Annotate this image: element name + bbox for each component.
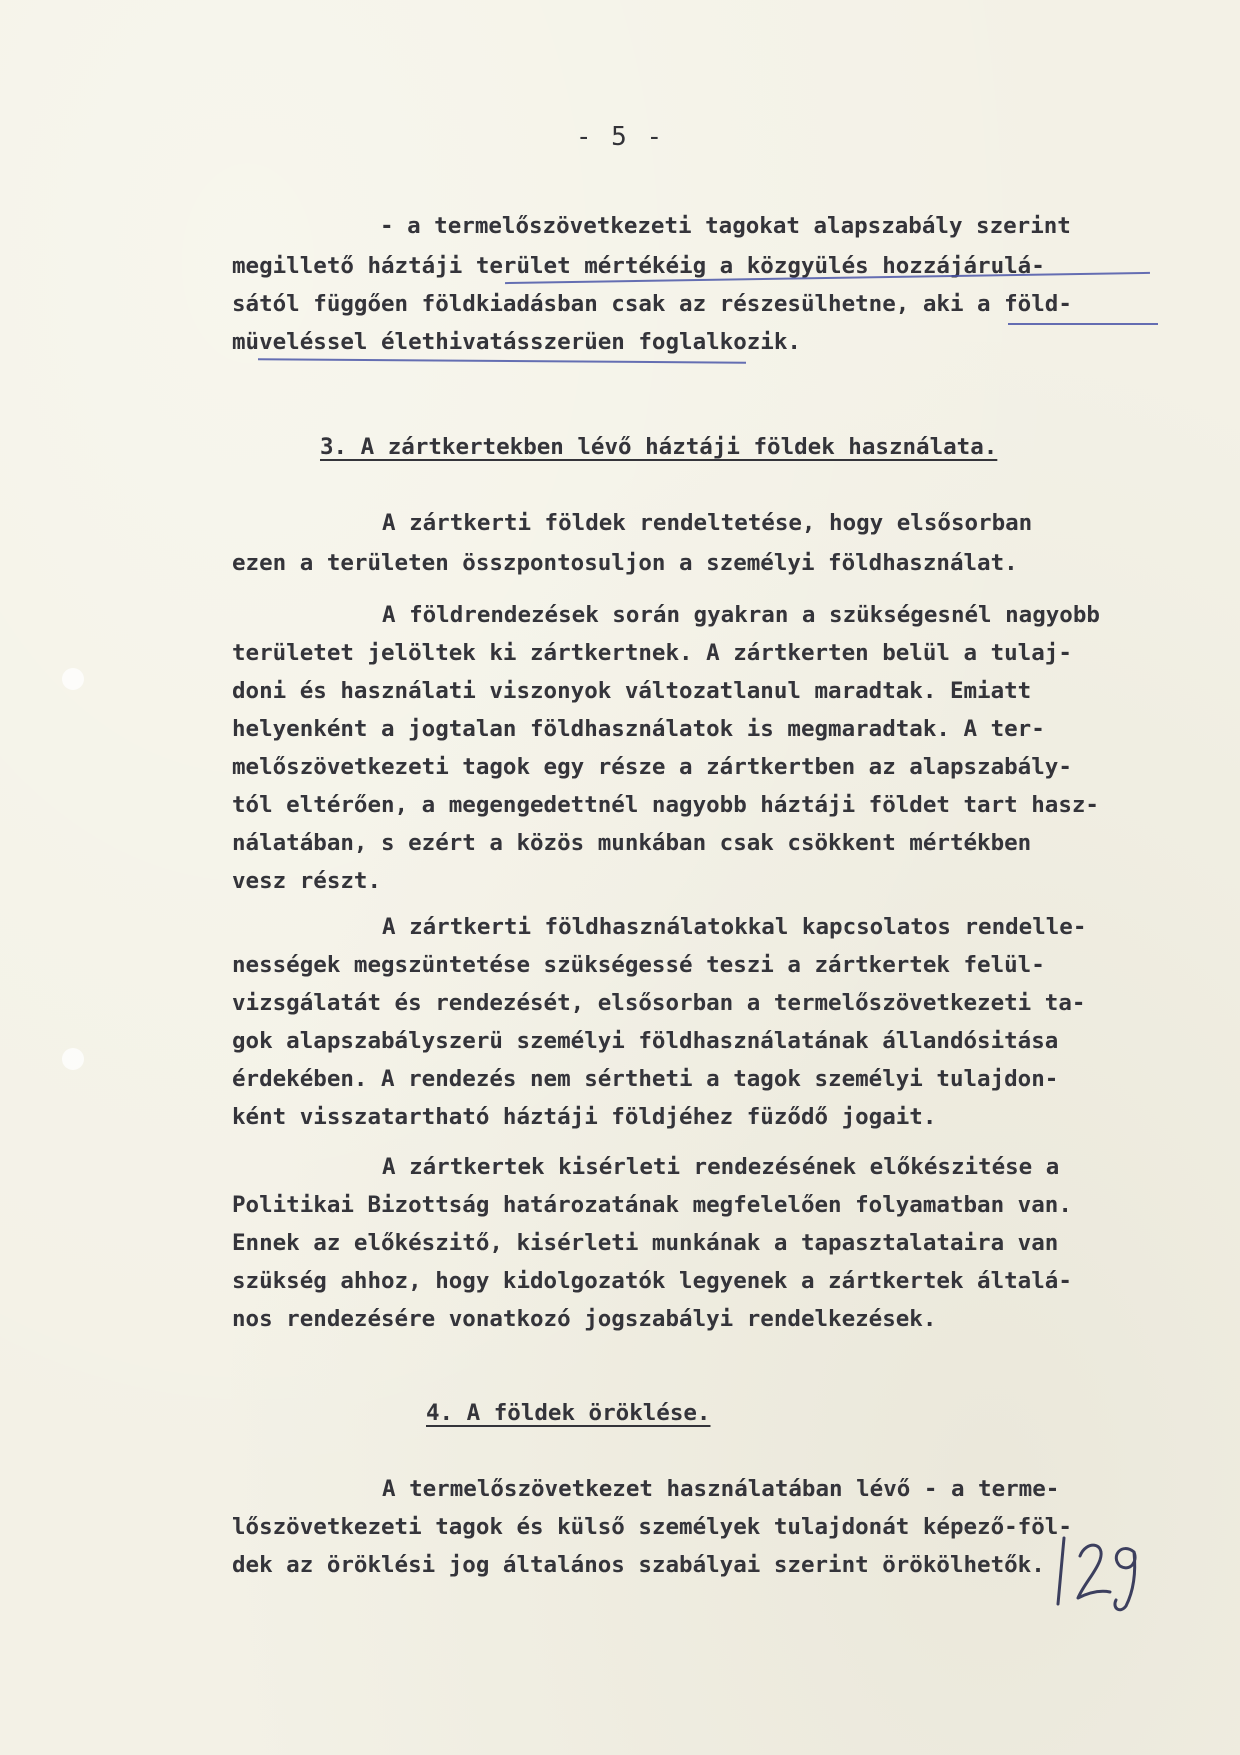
text-line: Politikai Bizottság határozatának megfelelően folyamatban van. — [232, 1192, 1072, 1218]
text-line: nálatában, s ezért a közös munkában csak csökkent mértékben — [232, 830, 1032, 856]
text-line: müveléssel élethivatásszerüen foglalkozik. — [232, 329, 801, 355]
text-line: helyenként a jogtalan földhasználatok is megmaradtak. A ter- — [232, 716, 1045, 742]
text-line: érdekében. A rendezés nem sértheti a tagok személyi tulajdon- — [232, 1066, 1059, 1092]
text-line: A zártkertek kisérleti rendezésének előkészitése a — [382, 1154, 1060, 1180]
text-line: lőszövetkezeti tagok és külső személyek tulajdonát képező-föl- — [232, 1514, 1072, 1540]
page-number: - 5 - — [575, 122, 665, 152]
text-line: ezen a területen összpontosuljon a személyi földhasználat. — [232, 550, 1018, 576]
text-line: ként visszatartható háztáji földjéhez füződő jogait. — [232, 1104, 937, 1130]
punch-hole-top — [62, 668, 84, 690]
text-line: területet jelöltek ki zártkertnek. A zártkerten belül a tulaj- — [232, 640, 1072, 666]
text-line: megillető háztáji terület mértékéig a közgyülés hozzájárulá- — [232, 253, 1045, 279]
text-line: tól eltérően, a megengedettnél nagyobb háztáji földet tart hasz- — [232, 792, 1099, 818]
text-line: gok alapszabályszerü személyi földhasználatának állandósitása — [232, 1028, 1059, 1054]
handwritten-folio-number — [1050, 1532, 1150, 1616]
text-line: vizsgálatát és rendezését, elsősorban a termelőszövetkezeti ta- — [232, 990, 1086, 1016]
pen-underline — [258, 358, 746, 363]
text-line: A földrendezések során gyakran a szükségesnél nagyobb — [382, 602, 1100, 628]
text-line: A zártkerti földek rendeltetése, hogy elsősorban — [382, 510, 1033, 536]
text-line: szükség ahhoz, hogy kidolgozatók legyenek a zártkertek általá- — [232, 1268, 1072, 1294]
punch-hole-bottom — [62, 1048, 84, 1070]
text-line: vesz részt. — [232, 868, 382, 894]
pen-underline — [1008, 323, 1158, 325]
text-line: dek az öröklési jog általános szabályai szerint örökölhetők. — [232, 1552, 1045, 1578]
section-heading: 3. A zártkertekben lévő háztáji földek használata. — [320, 434, 998, 460]
text-line: sától függően földkiadásban csak az részesülhetne, aki a föld- — [232, 291, 1072, 317]
text-line: nességek megszüntetése szükségessé teszi a zártkertek felül- — [232, 952, 1045, 978]
text-line: A termelőszövetkezet használatában lévő - a terme- — [382, 1476, 1060, 1502]
text-line: doni és használati viszonyok változatlanul maradtak. Emiatt — [232, 678, 1032, 704]
section-heading: 4. A földek öröklése. — [426, 1400, 711, 1426]
text-line: Ennek az előkészitő, kisérleti munkának a tapasztalataira van — [232, 1230, 1059, 1256]
text-line: nos rendezésére vonatkozó jogszabályi rendelkezések. — [232, 1306, 937, 1332]
text-line: melőszövetkezeti tagok egy része a zártkertben az alapszabály- — [232, 754, 1072, 780]
text-line: - a termelőszövetkezeti tagokat alapszabály szerint — [380, 213, 1071, 239]
text-line: A zártkerti földhasználatokkal kapcsolatos rendelle- — [382, 914, 1087, 940]
